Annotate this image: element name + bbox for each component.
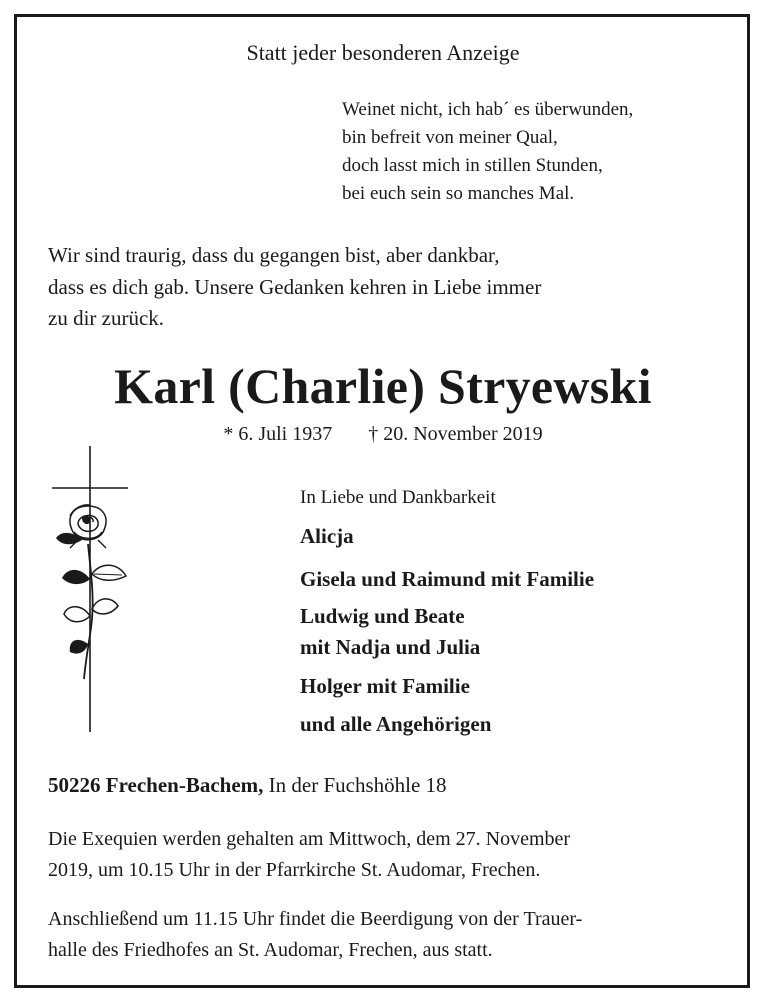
poem-line: doch lasst mich in stillen Stunden,: [342, 155, 603, 176]
service-line: 2019, um 10.15 Uhr in der Pfarrkirche St. Audomar, Frechen.: [48, 859, 541, 881]
poem: [342, 96, 633, 208]
intro-line: dass es dich gab. Unsere Gedanken kehren in Liebe immer: [48, 274, 542, 299]
mourner-name: Holger mit Familie: [300, 674, 470, 698]
mourner-name: Ludwig und Beate: [300, 604, 465, 628]
mourners-intro: In Liebe und Dankbarkeit: [300, 487, 496, 508]
mourner-name: und alle Angehörigen: [300, 712, 492, 736]
intro-text: [48, 240, 541, 335]
burial-line: Anschließend um 11.15 Uhr findet die Beerdigung von der Trauer-: [48, 908, 583, 930]
burial-line: halle des Friedhofes an St. Audomar, Frechen, aus statt.: [48, 939, 493, 961]
address: [48, 773, 447, 798]
mourner-name: Alicja: [300, 524, 354, 548]
service-info: [48, 824, 570, 886]
mourner-name: Gisela und Raimund mit Familie: [300, 567, 595, 591]
life-dates: [0, 423, 766, 446]
mourner-name: mit Nadja und Julia: [300, 635, 481, 659]
cross-with-rose-icon: [48, 444, 130, 734]
death-date: † 20. November 2019: [368, 423, 543, 445]
address-city: 50226 Frechen-Bachem,: [48, 773, 264, 797]
service-line: Die Exequien werden gehalten am Mittwoch, dem 27. November: [48, 828, 571, 850]
birth-date: * 6. Juli 1937: [223, 423, 333, 445]
notice-heading: Statt jeder besonderen Anzeige: [246, 40, 520, 65]
address-street: In der Fuchshöhle 18: [268, 773, 447, 797]
intro-line: Wir sind traurig, dass du gegangen bist, aber dankbar,: [48, 243, 500, 267]
poem-line: Weinet nicht, ich hab´ es überwunden,: [342, 99, 634, 120]
poem-line: bei euch sein so manches Mal.: [342, 183, 575, 204]
poem-line: bin befreit von meiner Qual,: [342, 127, 558, 148]
burial-info: [48, 904, 582, 966]
intro-line: zu dir zurück.: [48, 306, 165, 330]
deceased-name: Karl (Charlie) Stryewski: [114, 358, 652, 414]
